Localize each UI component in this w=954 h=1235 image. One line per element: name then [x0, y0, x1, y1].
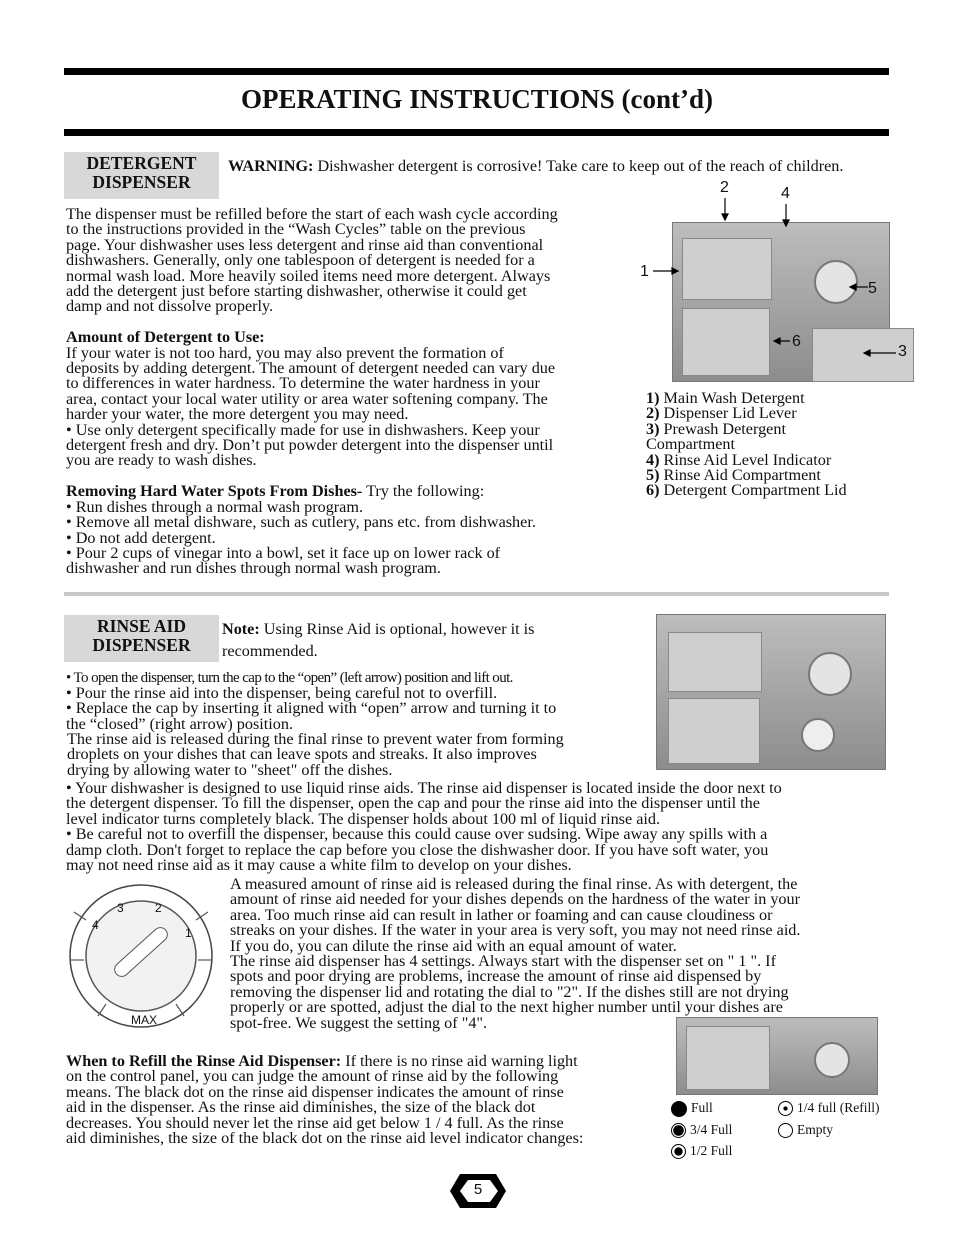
warning-text: Dishwasher detergent is corrosive! Take care to keep out of the reach of children.: [313, 157, 844, 175]
rinse-line: spot-free. We suggest the setting of "4".: [230, 1013, 488, 1032]
detergent-warning: [228, 159, 878, 174]
rinse-line: streaks on your dishes. If the water in your area is very soft, you may not need rinse aid.: [230, 921, 801, 940]
quarter-dot-icon: [778, 1101, 793, 1116]
note-line1: Using Rinse Aid is optional, however it is: [259, 620, 535, 638]
spots-heading: Removing Hard Water Spots From Dishes-: [66, 482, 363, 501]
rinse-line: • Be careful not to overfill the dispenser, because this could cause over sudsing. Wipe away any spills with a: [66, 825, 768, 844]
amount-line: area, contact your local water utility or area water softening company. The: [66, 389, 548, 408]
callout-1: 1: [640, 263, 649, 280]
rinse-line: properly or are spotted, adjust the dial to the next higher number until your dishes are: [230, 998, 783, 1017]
callout-arrows: [640, 190, 920, 370]
rinse-line: A measured amount of rinse aid is released during the final rinse. As with detergent, the: [230, 875, 798, 893]
level-half: 1/2 Full: [671, 1143, 732, 1159]
rinse-line: If you do, you can dilute the rinse aid with an equal amount of water.: [230, 936, 677, 955]
detergent-para-line: The dispenser must be refilled before the start of each wash cycle according: [66, 205, 558, 223]
spots-line: • Remove all metal dishware, such as cutlery, pans etc. from dishwasher.: [66, 513, 536, 532]
rinse-line: amount of rinse aid needed for your dishes depends on the hardness of the water in your: [230, 890, 801, 909]
rinse-line: The rinse aid is released during the final rinse to prevent water from forming: [67, 730, 564, 748]
rinse-line: • Replace the cap by inserting it aligned with “open” arrow and turning it to: [66, 699, 557, 718]
level-three-quarter: 3/4 Full: [671, 1122, 732, 1138]
spots-line: • Run dishes through a normal wash program.: [66, 497, 363, 516]
amount-line: you are ready to wash dishes.: [66, 451, 257, 470]
rinse-label-line1: RINSE AID: [97, 616, 186, 636]
dial-number-4: 4: [92, 918, 99, 932]
rinse-body-c: [66, 781, 891, 873]
part-item: 3) Prewash Detergent: [646, 419, 786, 438]
full-dot-icon: [671, 1101, 687, 1117]
part-item: Compartment: [646, 435, 736, 454]
rinse-body-b: [67, 732, 647, 778]
amount-line: to differences in water hardness. To determine the water hardness in your: [66, 374, 540, 393]
part-item: 6) Detergent Compartment Lid: [646, 481, 847, 500]
detergent-body: [66, 207, 641, 577]
rinse-open-bullet: • To open the dispenser, turn the cap to the “open” (left arrow) position and lift out.: [66, 670, 513, 686]
rinse-body-d: [230, 877, 890, 1031]
page-title: OPERATING INSTRUCTIONS (cont’d): [240, 84, 714, 114]
callout-3: 3: [898, 343, 907, 360]
callout-4: 4: [781, 185, 790, 202]
rinse-body-a: [66, 686, 646, 732]
empty-dot-icon: [778, 1123, 793, 1138]
rinse-line: • Pour the rinse aid into the dispenser, being careful not to overfill.: [66, 684, 498, 702]
rinse-line: droplets on your dishes that can leave spots and streaks. It also improves: [67, 745, 537, 764]
refill-prewash-compartment: [686, 1026, 770, 1090]
detergent-section-label: [64, 152, 219, 199]
detergent-para-line: normal wash load. More heavily soiled items need more detergent. Always: [66, 266, 551, 285]
spots-line: dishwasher and run dishes through normal wash program.: [66, 559, 441, 578]
amount-line: • Use only detergent specifically made for use in dishwashers. Keep your: [66, 420, 540, 439]
rinse-detergent-lid: [668, 698, 760, 764]
rinse-section-label: [64, 615, 219, 662]
rinse-note: [222, 618, 622, 662]
detergent-para-line: add the detergent just before starting dishwasher, otherwise it could get: [66, 282, 527, 301]
amount-line: harder your water, the more detergent you may need.: [66, 405, 409, 424]
refill-line: aid diminishes, the size of the black dot on the rinse aid level indicator changes:: [66, 1129, 584, 1148]
refill-line: on the control panel, you can judge the amount of rinse aid by the following: [66, 1067, 559, 1086]
spots-intro: Try the following:: [362, 482, 485, 501]
parts-list: [646, 391, 896, 499]
rinse-line: the detergent dispenser. To fill the dispenser, open the cap and pour the rinse aid into the dispenser until the: [66, 794, 760, 813]
rinse-line: removing the dispenser lid and rotating the dial to "2". If the dishes still are not drying: [230, 982, 789, 1001]
half-dot-icon: [671, 1144, 686, 1159]
rinse-label-line2: DISPENSER: [92, 635, 191, 655]
section-divider: [64, 592, 889, 596]
rinse-cap-dial: [808, 652, 852, 696]
part-item: 2) Dispenser Lid Lever: [646, 404, 797, 423]
spots-line: • Do not add detergent.: [66, 528, 216, 547]
level-full: Full: [671, 1100, 713, 1117]
dial-number-2: 2: [155, 901, 162, 915]
detergent-para-line: page. Your dishwasher uses less detergent and rinse aid than conventional: [66, 235, 544, 254]
detergent-label-line2: DISPENSER: [92, 172, 191, 192]
rinse-cap-turn-icon: [801, 718, 835, 752]
warning-label: WARNING:: [228, 157, 314, 175]
part-item: 1) Main Wash Detergent: [646, 389, 805, 407]
part-item: 5) Rinse Aid Compartment: [646, 466, 821, 485]
rinse-main-compartment: [668, 632, 762, 692]
rinse-line: spots and poor drying are problems, increase the amount of rinse aid dispensed by: [230, 967, 762, 986]
amount-line: If your water is not too hard, you may also prevent the formation of: [66, 343, 504, 362]
rinse-line: The rinse aid dispenser has 4 settings. Always start with the dispenser set on " 1 ". If: [230, 952, 776, 971]
rinse-line: may not need rinse aid as it may cause a white film to develop on your dishes.: [66, 856, 572, 875]
refill-text: [66, 1054, 666, 1146]
amount-line: detergent fresh and dry. Don’t put powder detergent into the dispenser until: [66, 436, 554, 455]
dial-number-1: 1: [185, 926, 192, 940]
refill-line: If there is no rinse aid warning light: [341, 1052, 578, 1070]
detergent-label-line1: DETERGENT: [86, 153, 197, 173]
amount-heading: Amount of Detergent to Use:: [66, 328, 265, 347]
refill-rinse-dial: [814, 1042, 850, 1078]
part-item: 4) Rinse Aid Level Indicator: [646, 450, 832, 469]
setting-dial: [66, 880, 216, 1035]
spots-line: • Pour 2 cups of vinegar into a bowl, set it face up on lower rack of: [66, 543, 501, 562]
refill-line: decreases. You should never let the rinse aid get below 1 / 4 full. As the rinse: [66, 1113, 564, 1132]
rinse-line: area. Too much rinse aid can result in lather or foaming and can cause cloudiness or: [230, 905, 773, 924]
rinse-line: level indicator turns completely black. The dispenser holds about 100 ml of liquid rinse aid.: [66, 809, 661, 828]
detergent-para-line: damp and not dissolve properly.: [66, 297, 274, 316]
rinse-line: drying by allowing water to "sheet" off the dishes.: [67, 760, 393, 779]
note-label: Note:: [222, 620, 260, 638]
dial-max-label: MAX: [131, 1013, 158, 1027]
dial-number-3: 3: [117, 901, 124, 915]
detergent-para-line: to the instructions provided in the “Wash Cycles” table on the previous: [66, 220, 526, 239]
rinse-line: • Your dishwasher is designed to use liquid rinse aids. The rinse aid dispenser is located inside the door next to: [66, 779, 782, 797]
title-underline-rule: [64, 129, 889, 136]
detergent-para-line: dishwashers. Generally, only one tablespoon of detergent is needed for a: [66, 251, 535, 270]
note-line2: recommended.: [222, 642, 318, 660]
rinse-line: damp cloth. Don't forget to replace the cap before you close the dishwasher door. If you have soft water, you: [66, 840, 769, 859]
callout-5: 5: [868, 280, 877, 297]
refill-line: aid in the dispenser. As the rinse aid diminishes, the size of the black dot: [66, 1098, 536, 1117]
refill-line: means. The black dot on the rinse aid dispenser indicates the amount of rinse: [66, 1082, 564, 1101]
callout-6: 6: [792, 333, 801, 350]
three-quarter-dot-icon: [671, 1123, 686, 1138]
level-empty: Empty: [778, 1122, 833, 1138]
rinse-line: the “closed” (right arrow) position.: [66, 714, 294, 733]
level-quarter: 1/4 full (Refill): [778, 1100, 879, 1116]
amount-line: deposits by adding detergent. The amount of detergent needed can vary due: [66, 359, 556, 378]
callout-2: 2: [720, 179, 729, 196]
page-number: 5: [473, 1181, 483, 1198]
top-rule: [64, 68, 889, 75]
refill-heading: When to Refill the Rinse Aid Dispenser:: [66, 1052, 342, 1070]
